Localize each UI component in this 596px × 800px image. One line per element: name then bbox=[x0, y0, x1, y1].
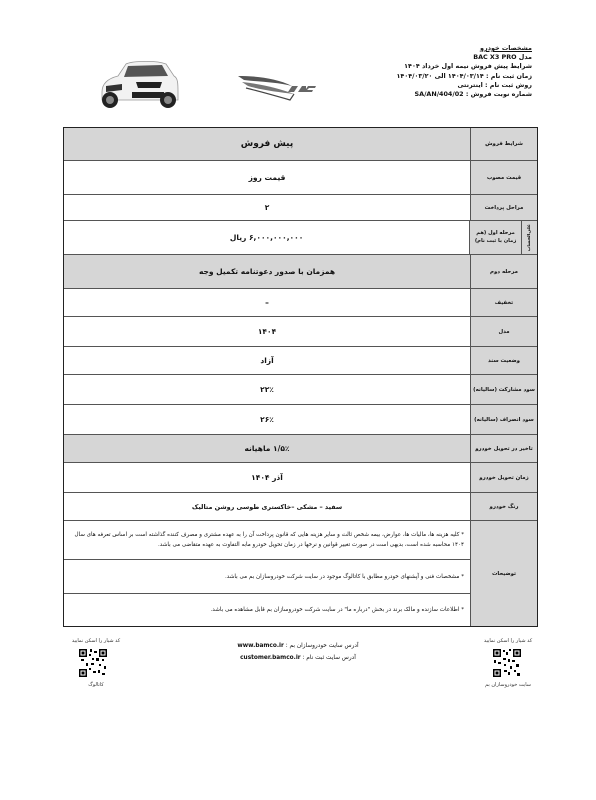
price-label: قیمت مصوب bbox=[470, 161, 537, 194]
row-notes bbox=[64, 520, 537, 626]
reg-address-label: آدرس سایت ثبت نام : bbox=[302, 655, 356, 661]
catalog-qr-code[interactable] bbox=[78, 648, 108, 678]
note-item: * کلیه هزینه ها، مالیات ها، عوارض، بیمه شخص ثالث و سایر هزینه هایی که قانون پرداخت آن را به عهده مشتری و مصرف کننده گذاشته است بر اساس تعرفه های سال ۱۴۰۴ محاسبه شده است، بدیهی است در صورت تغییر قوانین و نرخها در زمان تحویل خودرو مابه التفاوت به عهده متقاضی می باشد. bbox=[74, 532, 464, 548]
price-value: قیمت روز bbox=[248, 173, 286, 182]
discount-label: تخفیف bbox=[470, 289, 537, 316]
first-stage-label: مرحله اول (هم زمان با ثبت نام) bbox=[474, 230, 517, 244]
header-block bbox=[332, 44, 532, 99]
right-qr-caption-bottom: سایت خودروسازان بم bbox=[485, 682, 531, 688]
reg-url-link[interactable]: customer.bamco.ir bbox=[240, 655, 301, 661]
left-qr-caption-bottom: کاتالوگ bbox=[88, 682, 104, 688]
cancellation-label: سود انصراف (سالیانه) bbox=[470, 405, 537, 434]
doc-status-label: وضعیت سند bbox=[470, 347, 537, 374]
row-delay bbox=[64, 434, 537, 462]
partnership-label: سود مشارکت (سالیانه) bbox=[470, 375, 537, 404]
cancellation-value: ۲۶٪ bbox=[260, 415, 274, 424]
car-image bbox=[96, 52, 180, 114]
sale-terms-value: پیش فروش bbox=[64, 128, 470, 160]
row-second-stage bbox=[64, 254, 537, 288]
site-qr-code[interactable] bbox=[492, 648, 522, 678]
footer-addresses bbox=[196, 640, 400, 664]
right-qr-caption-top: کد شیار را اسکن نمایید bbox=[483, 638, 533, 644]
note-item: * مشخصات فنی و آپشنهای خودرو مطابق با کاتالوگ موجود در سایت شرکت خودروسازان بم می باشد. bbox=[64, 559, 470, 593]
delay-label: تاخیر در تحویل خودرو bbox=[470, 435, 537, 462]
second-stage-value: همزمان با صدور دعوتنامه تکمیل وجه bbox=[198, 267, 336, 276]
row-color bbox=[64, 492, 537, 520]
notes-list bbox=[64, 521, 470, 626]
delivery-label: زمان تحویل خودرو bbox=[470, 463, 537, 492]
note-item: * اطلاعات سازنده و مالک برند در بخش "درباره ما" در سایت شرکت خودروسازان بم قابل مشاهده می باشد. bbox=[64, 593, 470, 626]
site-url-link[interactable]: www.bamco.ir bbox=[237, 643, 284, 649]
discount-value: – bbox=[265, 298, 269, 307]
notes-label: توضیحات bbox=[470, 521, 537, 626]
sale-terms-label: شرایط فروش bbox=[470, 128, 537, 160]
row-sale-terms bbox=[64, 128, 537, 160]
first-stage-side-label: علی‌الحساب bbox=[527, 223, 532, 252]
partnership-value: ۲۲٪ bbox=[260, 385, 274, 394]
row-delivery bbox=[64, 462, 537, 492]
row-first-stage bbox=[64, 220, 537, 254]
color-value: سفید – مشکی –خاکستری طوسی روشن متالیک bbox=[191, 502, 343, 511]
doc-status-value: آزاد bbox=[260, 356, 274, 365]
row-discount bbox=[64, 288, 537, 316]
delay-value: ۱/۵٪ ماهیانه bbox=[244, 444, 290, 453]
steps-value: ۲ bbox=[264, 203, 270, 212]
row-doc-status bbox=[64, 346, 537, 374]
model-label: مدل bbox=[470, 317, 537, 346]
header-reg-method: روش ثبت نام : اینترنتی bbox=[457, 80, 532, 89]
header-title: مشخصات خودرو bbox=[480, 44, 532, 52]
row-price bbox=[64, 160, 537, 194]
model-value: ۱۴۰۴ bbox=[257, 327, 277, 336]
header-reg-time: زمان ثبت نام : ۱۴۰۴/۰۳/۱۴ الی ۱۴۰۴/۰۳/۲۰ bbox=[396, 71, 532, 80]
first-stage-value: ۶,۰۰۰,۰۰۰,۰۰۰ ریال bbox=[229, 233, 304, 242]
row-model bbox=[64, 316, 537, 346]
delivery-value: آذر ۱۴۰۴ bbox=[251, 473, 283, 482]
header-terms: شرایط پیش فروش نیمه اول خرداد ۱۴۰۴ bbox=[404, 62, 532, 71]
row-steps bbox=[64, 194, 537, 220]
sales-terms-table bbox=[63, 127, 538, 627]
row-partnership bbox=[64, 374, 537, 404]
site-address-label: آدرس سایت خودروسازان بم : bbox=[285, 643, 359, 649]
row-cancellation bbox=[64, 404, 537, 434]
header-sale-number: شماره نوبت فروش : SA/AN/404/02 bbox=[414, 90, 532, 99]
first-stage-label-cell bbox=[469, 221, 537, 254]
header-model: مدل BAC X3 PRO bbox=[473, 53, 532, 62]
color-label: رنگ خودرو bbox=[470, 493, 537, 520]
left-qr-caption-top: کد شیار را اسکن نمایید bbox=[71, 638, 121, 644]
bac-logo bbox=[236, 72, 332, 104]
steps-label: مراحل پرداخت bbox=[470, 195, 537, 220]
second-stage-label: مرحله دوم bbox=[470, 255, 537, 288]
